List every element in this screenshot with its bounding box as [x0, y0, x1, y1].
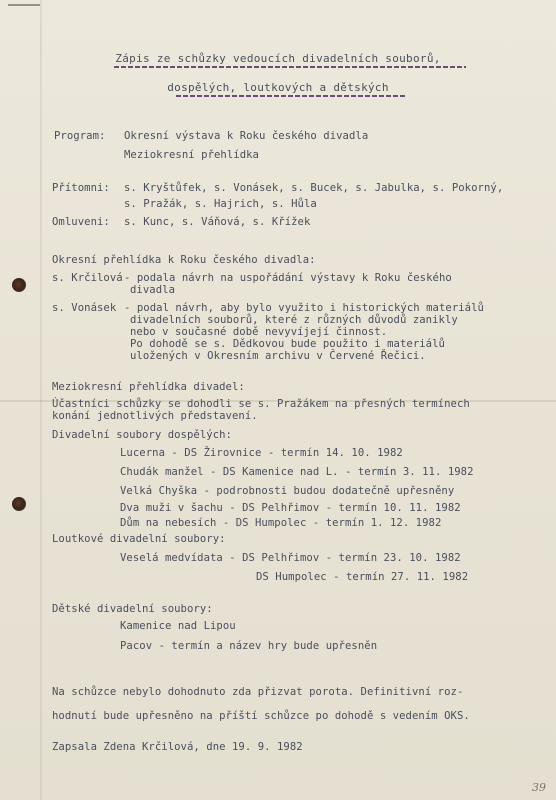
title-underline-2: [176, 95, 406, 97]
adult-item-5: Dům na nebesích - DS Humpolec - termín 1. 12. 1982: [120, 517, 442, 529]
puppet-heading: Loutkové divadelní soubory:: [52, 533, 226, 545]
puppet-item-1: Veselá medvídata - DS Pelhřimov - termín 23. 10. 1982: [120, 552, 461, 564]
margin-crease: [40, 0, 42, 800]
krcilova-line-1: - podala návrh na uspořádání výstavy k Roku českého: [124, 272, 452, 284]
program-item-2: Meziokresní přehlídka: [124, 149, 259, 161]
vonasek-name: s. Vonásek: [52, 302, 117, 314]
krcilova-line-2: divadla: [130, 284, 175, 296]
adult-item-1: Lucerna - DS Žirovnice - termín 14. 10. 1982: [120, 447, 403, 459]
vonasek-line-5: uložených v Okresním archivu v Červené Řečici.: [130, 350, 426, 362]
present-line-1: s. Kryštůfek, s. Vonásek, s. Bucek, s. Jabulka, s. Pokorný,: [124, 182, 504, 194]
closing-line-1: Na schůzce nebylo dohodnuto zda přizvat porota. Definitivní roz-: [52, 686, 464, 698]
closing-line-2: hodnutí bude upřesněno na příští schůzce po dohodě s vedením OKS.: [52, 710, 470, 722]
children-heading: Dětské divadelní soubory:: [52, 603, 213, 615]
excused-label: Omluveni:: [52, 216, 110, 228]
vonasek-line-2: divadelních souborů, které z různých důvodů zanikly: [130, 314, 458, 326]
page-number: 39: [532, 781, 546, 794]
document-title-line1: Zápis ze schůzky vedoucích divadelních souborů,: [115, 52, 441, 65]
punch-hole-top: [12, 278, 26, 292]
adult-item-3: Velká Chyška - podrobnosti budou dodatečně upřesněny: [120, 485, 455, 497]
document-title-line2: dospělých, loutkových a dětských: [167, 81, 389, 94]
present-line-2: s. Pražák, s. Hajrich, s. Hůla: [124, 198, 317, 210]
vonasek-line-1: - podal návrh, aby bylo využito i historických materiálů: [124, 302, 484, 314]
children-item-1: Kamenice nad Lipou: [120, 620, 236, 632]
puppet-item-2: DS Humpolec - termín 27. 11. 1982: [256, 571, 469, 583]
section-heading-exhibition: Okresní přehlídka k Roku českého divadla:: [52, 254, 316, 266]
section-heading-festival: Meziokresní přehlídka divadel:: [52, 381, 245, 393]
section2-line-2: konání jednotlivých představení.: [52, 410, 258, 422]
signature-line: Zapsala Zdena Krčilová, dne 19. 9. 1982: [52, 741, 303, 753]
title-underline-1: [114, 66, 466, 68]
adult-item-4: Dva muži v šachu - DS Pelhřimov - termín 10. 11. 1982: [120, 502, 461, 514]
program-label: Program:: [54, 130, 106, 142]
vonasek-line-3: nebo v současné době nevyvíjejí činnost.: [130, 326, 388, 338]
punch-hole-bottom: [12, 497, 26, 511]
children-item-2: Pacov - termín a název hry bude upřesněn: [120, 640, 378, 652]
vonasek-line-4: Po dohodě se s. Dědkovou bude použito i materiálů: [130, 338, 445, 350]
adult-heading: Divadelní soubory dospělých:: [52, 429, 232, 441]
krcilova-name: s. Krčilová: [52, 272, 123, 284]
corner-mark: [8, 4, 40, 6]
section2-line-1: Účastníci schůzky se dohodli se s. Pražákem na přesných termínech: [52, 398, 470, 410]
adult-item-2: Chudák manžel - DS Kamenice nad L. - termín 3. 11. 1982: [120, 466, 474, 478]
program-item-1: Okresní výstava k Roku českého divadla: [124, 130, 369, 142]
present-label: Přítomni:: [52, 182, 110, 194]
excused-names: s. Kunc, s. Váňová, s. Křížek: [124, 216, 311, 228]
